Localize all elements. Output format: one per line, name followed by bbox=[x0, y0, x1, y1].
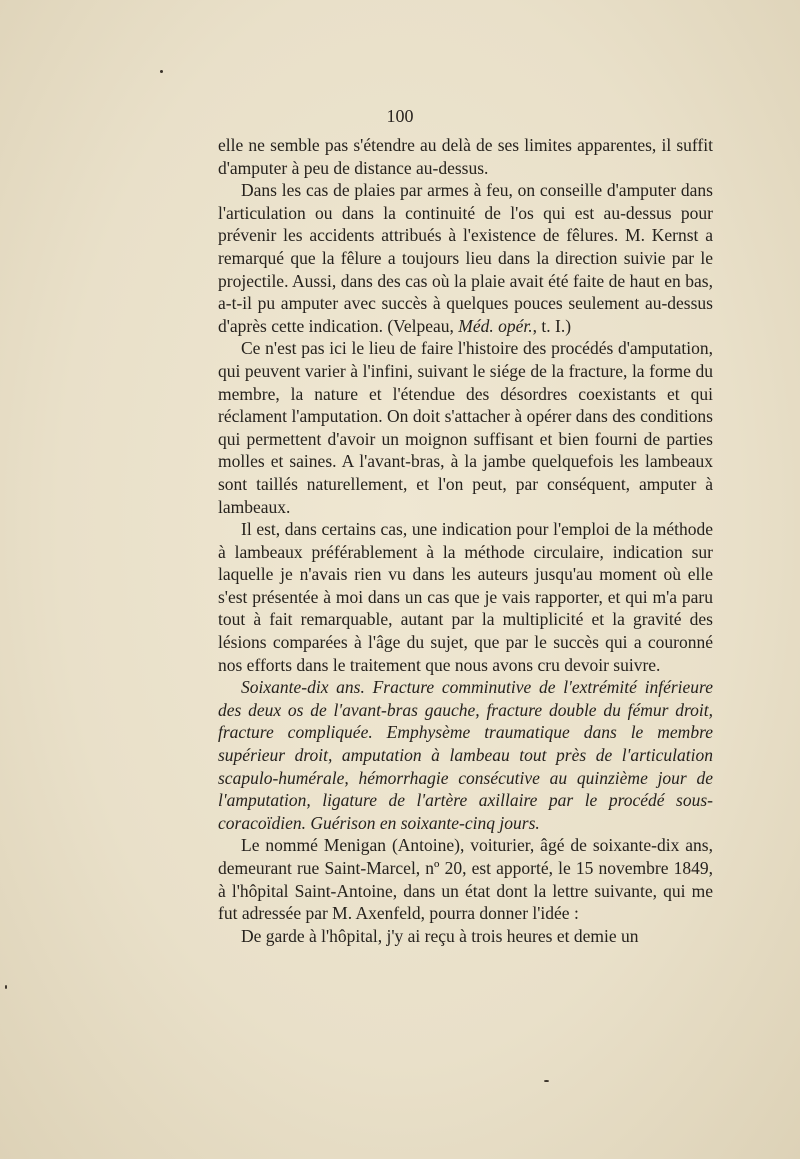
paragraph-amputation-procedures: Ce n'est pas ici le lieu de faire l'histoire des procédés d'amputation, qui peuvent varier à l'infini, suivant le siége de la fracture, la forme du membre, la nature et l'étendue des désordres coexistants et qui réclament l'amputation. On doit s'attacher à opérer dans des conditions qui permettent d'avoir un moignon suffisant et bien fourni de parties molles et saines. A l'avant-bras, à la jambe quelquefois les lambeaux sont taillés naturellement, et l'on peut, par conséquent, amputer à lambeaux. bbox=[218, 338, 713, 517]
paragraph-letter-start: De garde à l'hôpital, j'y ai reçu à trois heures et demie un bbox=[241, 925, 639, 946]
paper-speck bbox=[160, 70, 163, 73]
page-number: 100 bbox=[386, 106, 414, 126]
paper-speck bbox=[544, 1080, 549, 1082]
paragraph-patient-case: Le nommé Menigan (Antoine), voiturier, âgé de soixante-dix ans, demeurant rue Saint-Marcel, nº 20, est apporté, le 15 novembre 1849, à l'hôpital Saint-Antoine, dans un état dont la lettre suivante, qui me fut adressée par M. Axenfeld, pourra donner l'idée : bbox=[218, 835, 713, 924]
case-summary: Soixante-dix ans. Fracture comminutive de l'extrémité inférieure des deux os de l'avant-bras gauche, fracture double du fémur droit, fracture compliquée. Emphysème traumatique dans le membre supérieur droit, amputation à lambeau tout près de l'articulation scapulo-humérale, hémorrhagie consécutive au quinzième jour de l'amputation, ligature de l'artère axillaire par le procédé sous-coracoïdien. Guérison en soixante-cinq jours. bbox=[218, 677, 713, 833]
body-text bbox=[218, 134, 713, 947]
citation-title: Méd. opér. bbox=[458, 315, 533, 336]
paragraph-text: Dans les cas de plaies par armes à feu, on conseille d'amputer dans l'articulation ou dans la continuité de l'os qui est au-dessus pour prévenir les accidents attribués à l'existence de fêlures. M. Kernst a remarqué que la fêlure a toujours lieu dans la direction suivie par le projectile. Aussi, dans des cas où la plaie avait été faite de haut en bas, a-t-il pu amputer avec succès à quelques pouces seulement au-dessus d'après cette indication. (Velpeau, bbox=[218, 180, 713, 336]
citation-end: , t. I.) bbox=[532, 315, 572, 336]
paper-speck bbox=[5, 985, 7, 989]
paragraph-gunshot-wounds bbox=[218, 179, 713, 337]
paragraph-flap-method: Il est, dans certains cas, une indication pour l'emploi de la méthode à lambeaux préférablement à la méthode circulaire, indication sur laquelle je n'avais rien vu dans les auteurs jusqu'au moment où elle s'est présentée à moi dans un cas que je vais rapporter, et qui m'a paru tout à fait remarquable, autant par la multiplicité et la gravité des lésions comparées à l'âge du sujet, que par le succès qui a couronné nos efforts dans le traitement que nous avons cru devoir suivre. bbox=[218, 519, 713, 675]
paragraph-continuation: elle ne semble pas s'étendre au delà de ses limites apparentes, il suffit d'amputer à peu de distance au-dessus. bbox=[218, 135, 713, 178]
